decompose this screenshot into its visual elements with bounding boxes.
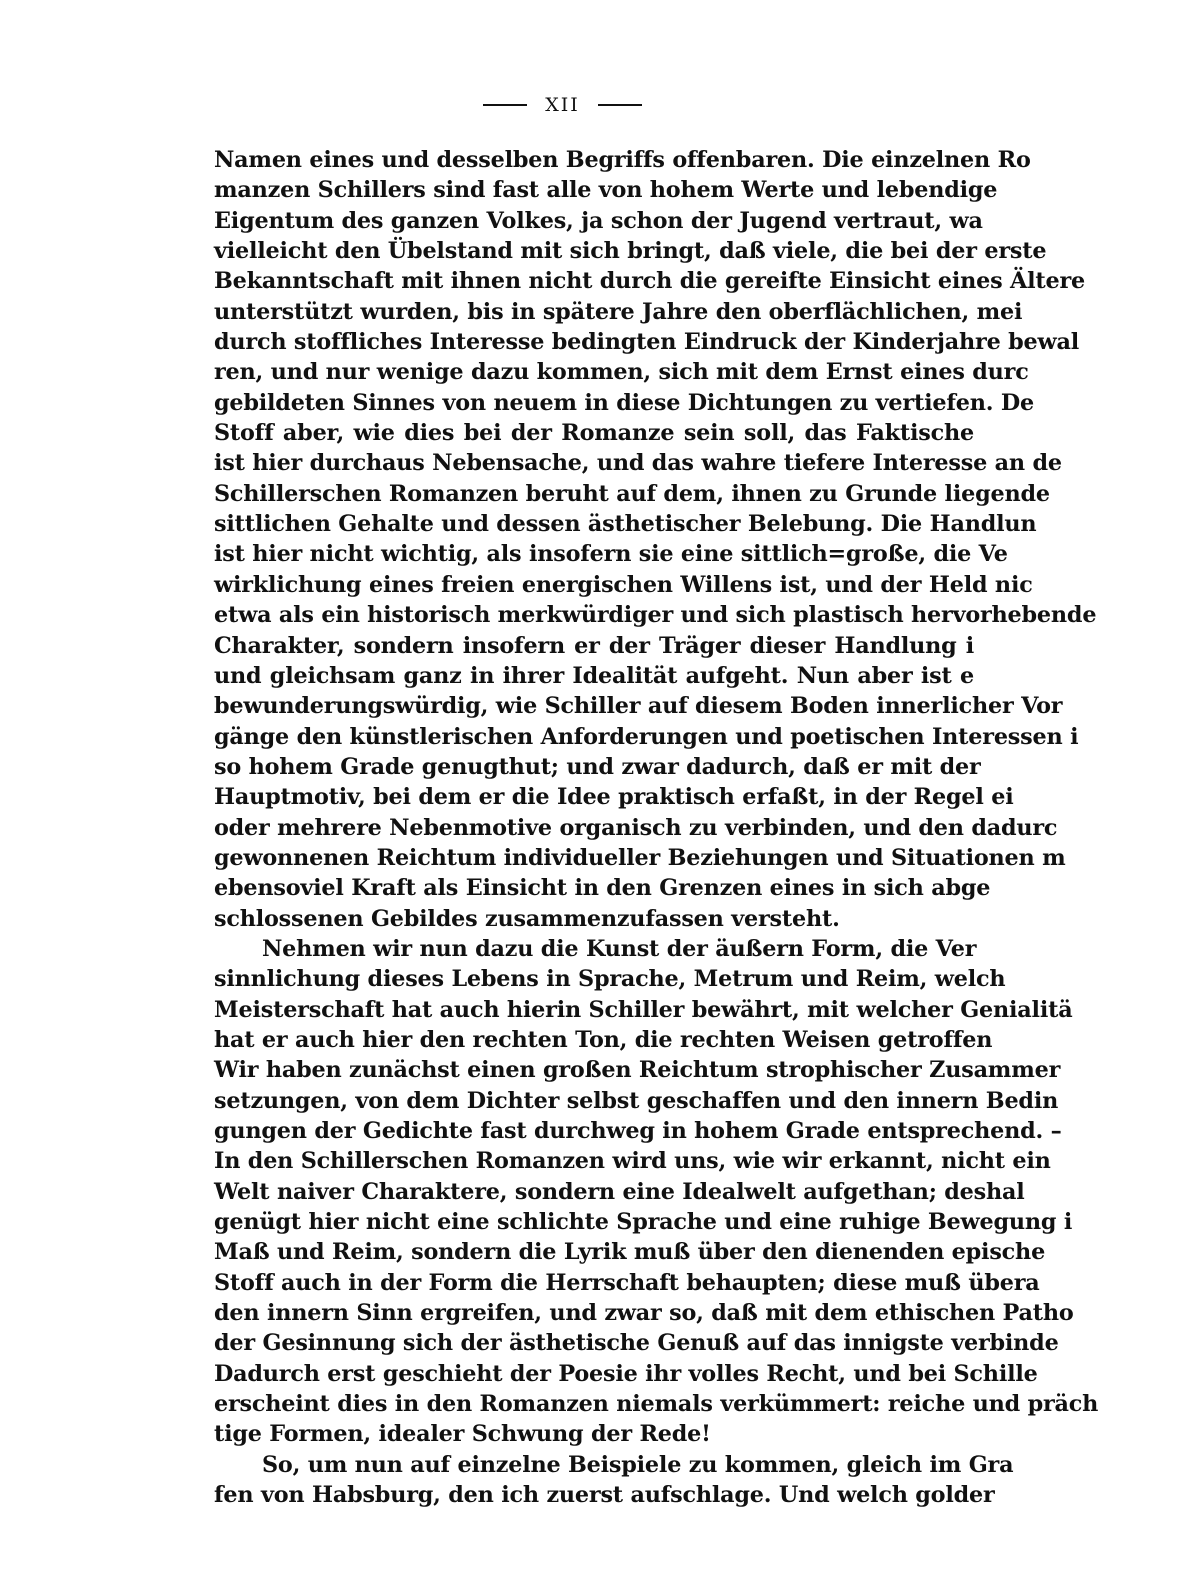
- text-line: Charakter, sondern insofern er der Träger dieser Handlung i: [214, 632, 974, 659]
- text-line: sinnlichung dieses Lebens in Sprache, Metrum und Reim, welch: [214, 966, 1006, 993]
- paragraph-start-line: Nehmen wir nun dazu die Kunst der äußern Form, die Ver: [262, 935, 977, 962]
- text-line: fen von Habsburg, den ich zuerst aufschlage. Und welch golder: [214, 1482, 995, 1509]
- text-line: durch stoffliches Interesse bedingten Eindruck der Kinderjahre bewal: [214, 329, 1080, 356]
- text-line: genügt hier nicht eine schlichte Sprache und eine ruhige Bewegung i: [214, 1209, 1073, 1236]
- text-line: etwa als ein historisch merkwürdiger und sich plastisch hervorhebende: [214, 602, 1097, 629]
- text-line: vielleicht den Übelstand mit sich bringt, daß viele, die bei der erste: [214, 238, 1047, 265]
- page-number: XII: [545, 94, 580, 116]
- text-line: erscheint dies in den Romanzen niemals verkümmert: reiche und präch: [214, 1391, 1099, 1418]
- text-line: Hauptmotiv, bei dem er die Idee praktisch erfaßt, in der Regel ei: [214, 784, 1014, 811]
- paragraph-start-line: So, um nun auf einzelne Beispiele zu kommen, gleich im Gra: [262, 1451, 1014, 1478]
- text-line: Stoff auch in der Form die Herrschaft behaupten; diese muß übera: [214, 1269, 1040, 1296]
- text-line: Maß und Reim, sondern die Lyrik muß über den dienenden epische: [214, 1239, 1046, 1266]
- body-text: [214, 145, 1099, 1509]
- text-line: Meisterschaft hat auch hierin Schiller bewährt, mit welcher Genialitä: [214, 996, 1073, 1023]
- text-line: oder mehrere Nebenmotive organisch zu verbinden, und den dadurc: [214, 814, 1058, 841]
- text-line: so hohem Grade genugthut; und zwar dadurch, daß er mit der: [214, 753, 981, 780]
- header-rule-left: [483, 104, 527, 106]
- text-line: Wir haben zunächst einen großen Reichtum strophischer Zusammer: [214, 1057, 1061, 1084]
- text-line: der Gesinnung sich der ästhetische Genuß auf das innigste verbinde: [214, 1330, 1059, 1357]
- text-line: wirklichung eines freien energischen Willens ist, und der Held nic: [214, 571, 1033, 598]
- text-line: und gleichsam ganz in ihrer Idealität aufgeht. Nun aber ist e: [214, 662, 974, 689]
- text-line: ist hier nicht wichtig, als insofern sie eine sittlich=große, die Ve: [214, 541, 1008, 568]
- text-line: Schillerschen Romanzen beruht auf dem, ihnen zu Grunde liegende: [214, 480, 1050, 507]
- text-line: Stoff aber, wie dies bei der Romanze sein soll, das Faktische: [214, 420, 974, 447]
- text-line: setzungen, von dem Dichter selbst geschaffen und den innern Bedin: [214, 1087, 1059, 1114]
- text-line: In den Schillerschen Romanzen wird uns, wie wir erkannt, nicht ein: [214, 1148, 1051, 1175]
- text-line: gebildeten Sinnes von neuem in diese Dichtungen zu vertiefen. De: [214, 389, 1034, 416]
- text-line: sittlichen Gehalte und dessen ästhetischer Belebung. Die Handlun: [214, 511, 1037, 538]
- paragraph-end-line: tige Formen, idealer Schwung der Rede!: [214, 1421, 711, 1448]
- text-line: Welt naiver Charaktere, sondern eine Idealwelt aufgethan; deshal: [214, 1178, 1025, 1205]
- text-line: bewunderungswürdig, wie Schiller auf diesem Boden innerlicher Vor: [214, 693, 1063, 720]
- page-header: [140, 88, 985, 122]
- text-line: ren, und nur wenige dazu kommen, sich mit dem Ernst eines durc: [214, 359, 1029, 386]
- header-rule-right: [598, 104, 642, 106]
- text-line: gungen der Gedichte fast durchweg in hohem Grade entsprechend. –: [214, 1118, 1062, 1144]
- text-line: gewonnenen Reichtum individueller Beziehungen und Situationen m: [214, 844, 1066, 871]
- text-line: Eigentum des ganzen Volkes, ja schon der Jugend vertraut, wa: [214, 207, 983, 234]
- text-line: den innern Sinn ergreifen, und zwar so, daß mit dem ethischen Patho: [214, 1300, 1074, 1327]
- text-line: hat er auch hier den rechten Ton, die rechten Weisen getroffen: [214, 1026, 993, 1053]
- text-line: manzen Schillers sind fast alle von hohem Werte und lebendige: [214, 177, 998, 204]
- text-line: ist hier durchaus Nebensache, und das wahre tiefere Interesse an de: [214, 450, 1062, 477]
- text-line: unterstützt wurden, bis in spätere Jahre den oberflächlichen, mei: [214, 298, 1023, 325]
- text-line: ebensoviel Kraft als Einsicht in den Grenzen eines in sich abge: [214, 875, 991, 902]
- text-line: Bekanntschaft mit ihnen nicht durch die gereifte Einsicht eines Ältere: [214, 268, 1086, 295]
- text-line: gänge den künstlerischen Anforderungen und poetischen Interessen i: [214, 723, 1079, 750]
- paragraph-end-line: schlossenen Gebildes zusammenzufassen versteht.: [214, 905, 840, 932]
- text-line: Namen eines und desselben Begriffs offenbaren. Die einzelnen Ro: [214, 147, 1031, 173]
- text-line: Dadurch erst geschieht der Poesie ihr volles Recht, und bei Schille: [214, 1360, 1038, 1387]
